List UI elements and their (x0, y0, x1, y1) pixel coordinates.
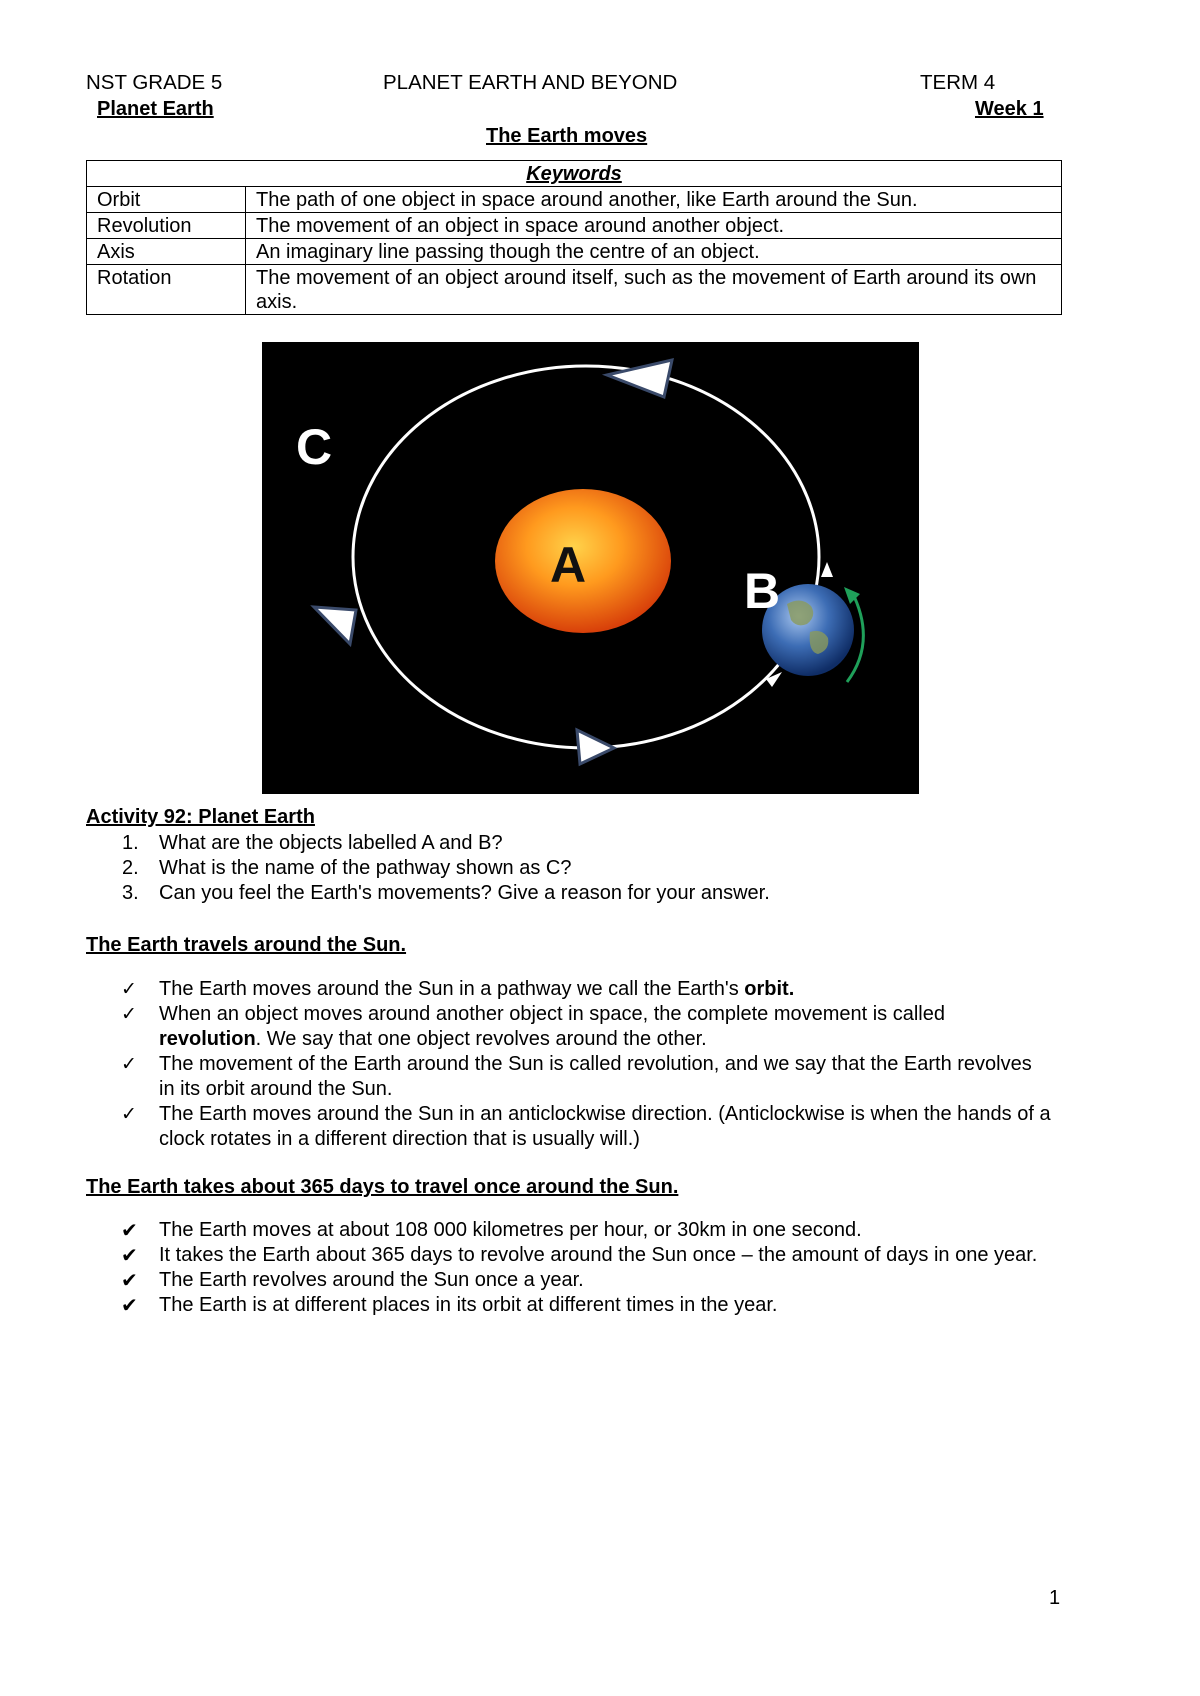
keyword-definition: An imaginary line passing though the centre of an object. (246, 239, 1062, 265)
table-row (87, 239, 1062, 265)
table-row (87, 265, 1062, 315)
keyword-term: Rotation (87, 265, 246, 315)
list-item (86, 1002, 1082, 1052)
table-row (87, 213, 1062, 239)
label-c: C (296, 419, 333, 475)
fact-text: The movement of the Earth around the Sun is called revolution, and we say that the Earth revolves in its orbit around the Sun. (159, 1053, 1032, 1100)
table-row (87, 187, 1062, 213)
list-item (86, 977, 1082, 1002)
header-subject: PLANET EARTH AND BEYOND (383, 71, 678, 94)
check-icon: ✔ (121, 1293, 138, 1317)
question-text: Can you feel the Earth's movements? Give a reason for your answer. (159, 882, 770, 904)
orbit-diagram (262, 342, 919, 794)
fact-text: It takes the Earth about 365 days to revolve around the Sun once – the amount of days in one year. (159, 1244, 1038, 1266)
fact-text: The Earth moves around the Sun in a pathway we call the Earth's (159, 978, 745, 1000)
orbit-arrow-left (314, 607, 356, 644)
fact-bold: revolution (159, 1028, 256, 1050)
topic-title: Planet Earth (97, 98, 214, 120)
orbit-arrow-earth-top (821, 562, 833, 577)
keyword-definition: The movement of an object around itself, such as the movement of Earth around its own axis. (246, 265, 1062, 315)
list-item (86, 1268, 1082, 1293)
list-item (86, 881, 1086, 906)
keywords-heading: Keywords (87, 161, 1062, 187)
check-icon: ✔ (121, 1268, 138, 1292)
list-item (86, 1102, 1082, 1152)
list-number: 1. (122, 832, 139, 854)
keyword-term: Orbit (87, 187, 246, 213)
section-heading-365-days: The Earth takes about 365 days to travel once around the Sun. (86, 1176, 679, 1198)
page-number: 1 (1049, 1587, 1061, 1609)
list-number: 3. (122, 882, 139, 904)
check-icon: ✓ (121, 1053, 137, 1075)
question-text: What is the name of the pathway shown as C? (159, 857, 572, 879)
check-icon: ✓ (121, 978, 137, 1000)
year-facts-list (86, 1218, 1082, 1318)
header-term: TERM 4 (920, 71, 996, 94)
check-icon: ✓ (121, 1103, 137, 1125)
orbit-arrow-bottom (577, 730, 614, 764)
section-heading-orbit: The Earth travels around the Sun. (86, 934, 407, 956)
week-label: Week 1 (975, 98, 1044, 120)
check-icon: ✔ (121, 1218, 138, 1242)
fact-bold: orbit. (744, 978, 795, 1000)
label-a: A (550, 537, 587, 593)
list-item (86, 1052, 1082, 1102)
fact-text: The Earth revolves around the Sun once a year. (159, 1269, 584, 1291)
list-item (86, 831, 1086, 856)
fact-text: The Earth moves at about 108 000 kilometres per hour, or 30km in one second. (159, 1219, 862, 1241)
list-item (86, 1218, 1082, 1243)
label-b: B (744, 563, 781, 619)
activity-questions (86, 831, 1086, 906)
header-grade: NST GRADE 5 (86, 71, 223, 94)
page-title: The Earth moves (486, 125, 648, 147)
check-icon: ✔ (121, 1243, 138, 1267)
fact-text: When an object moves around another object in space, the complete movement is called (159, 1003, 945, 1025)
orbit-diagram-svg (262, 342, 919, 794)
activity-heading: Activity 92: Planet Earth (86, 806, 315, 828)
list-item (86, 856, 1086, 881)
keyword-term: Axis (87, 239, 246, 265)
question-text: What are the objects labelled A and B? (159, 832, 503, 854)
list-item (86, 1243, 1082, 1268)
orbit-facts-list (86, 977, 1082, 1152)
fact-text: The Earth moves around the Sun in an anticlockwise direction. (Anticlockwise is when the hands of a clock rotates in a different direction that is usually will.) (159, 1103, 1051, 1150)
list-number: 2. (122, 857, 139, 879)
list-item (86, 1293, 1082, 1318)
keyword-definition: The path of one object in space around another, like Earth around the Sun. (246, 187, 1062, 213)
fact-text: . We say that one object revolves around the other. (255, 1028, 707, 1050)
check-icon: ✓ (121, 1003, 137, 1025)
fact-text: The Earth is at different places in its orbit at different times in the year. (159, 1294, 778, 1316)
orbit-arrow-top (607, 360, 672, 397)
keywords-table (86, 160, 1062, 315)
keyword-definition: The movement of an object in space around another object. (246, 213, 1062, 239)
keyword-term: Revolution (87, 213, 246, 239)
